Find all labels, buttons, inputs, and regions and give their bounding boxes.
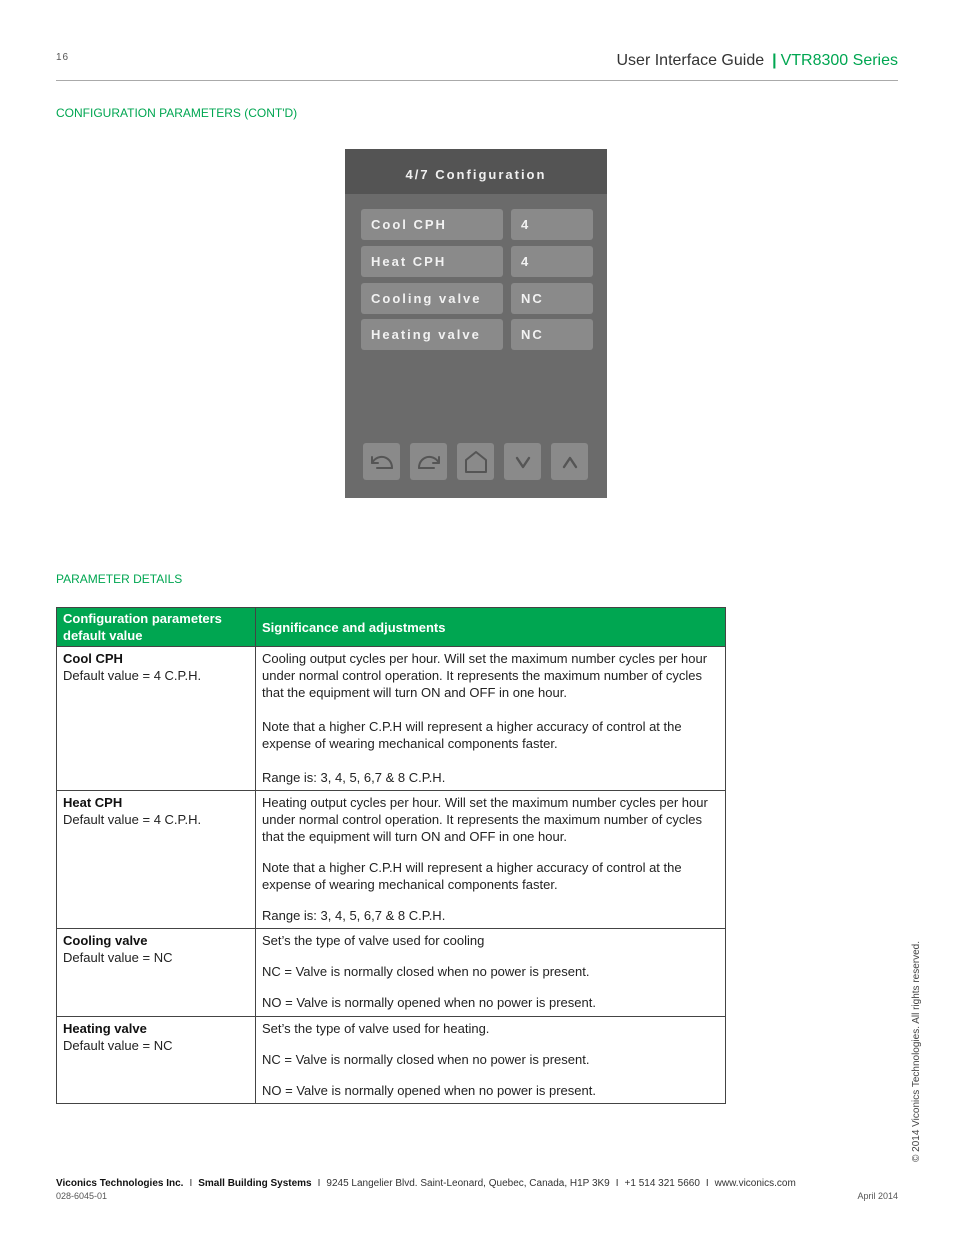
table-row bbox=[57, 791, 726, 929]
table-row bbox=[57, 1017, 726, 1104]
param-label-cool-cph[interactable]: Cool CPH bbox=[361, 209, 503, 240]
description-cell bbox=[256, 929, 726, 1017]
description-text: Heating output cycles per hour. Will set the maximum number cycles per hour under normal control operation. It represents the maximum number of cycles that the equipment will turn ON and OFF in one hour. bbox=[262, 795, 708, 844]
chevron-down-icon bbox=[509, 448, 537, 476]
param-label-cooling-valve[interactable]: Cooling valve bbox=[361, 283, 503, 314]
series-name: VTR8300 Series bbox=[780, 52, 898, 69]
copyright-notice: © 2014 Viconics Technologies. All rights reserved. bbox=[911, 940, 922, 1162]
table-row bbox=[57, 647, 726, 791]
description-cell bbox=[256, 1017, 726, 1104]
footer-doc-number: 028-6045-01 bbox=[56, 1191, 108, 1201]
header-separator: | bbox=[772, 52, 777, 69]
description-cell bbox=[256, 647, 726, 791]
description-no: NO = Valve is normally opened when no power is present. bbox=[262, 1083, 596, 1098]
footer-separator: I bbox=[317, 1178, 321, 1189]
footer-division: Small Building Systems bbox=[198, 1178, 312, 1189]
description-nc: NC = Valve is normally closed when no power is present. bbox=[262, 1052, 590, 1067]
description-note: Note that a higher C.P.H will represent a higher accuracy of control at the expense of wearing mechanical components faster. bbox=[262, 860, 682, 892]
forward-button[interactable] bbox=[410, 443, 447, 480]
footer-phone: +1 514 321 5660 bbox=[624, 1178, 700, 1189]
table-header-row bbox=[57, 608, 726, 647]
up-button[interactable] bbox=[551, 443, 588, 480]
param-label-heat-cph[interactable]: Heat CPH bbox=[361, 246, 503, 277]
document-header bbox=[617, 52, 899, 70]
param-value-cooling-valve[interactable]: NC bbox=[511, 283, 593, 314]
home-button[interactable] bbox=[457, 443, 494, 480]
down-button[interactable] bbox=[504, 443, 541, 480]
footer-date: April 2014 bbox=[857, 1191, 898, 1201]
parameter-details-table bbox=[56, 607, 726, 1104]
footer-website[interactable]: www.viconics.com bbox=[714, 1178, 796, 1189]
param-name: Cool CPH bbox=[63, 651, 123, 666]
screen-title: 4/7 Configuration bbox=[345, 149, 607, 194]
description-range: Range is: 3, 4, 5, 6,7 & 8 C.P.H. bbox=[262, 908, 446, 923]
param-value-heating-valve[interactable]: NC bbox=[511, 319, 593, 350]
guide-title: User Interface Guide bbox=[616, 52, 765, 69]
page-number: 16 bbox=[56, 52, 70, 63]
param-cell bbox=[57, 791, 256, 929]
description-cell bbox=[256, 791, 726, 929]
param-value-heat-cph[interactable]: 4 bbox=[511, 246, 593, 277]
param-name: Heating valve bbox=[63, 1021, 147, 1036]
param-default: Default value = NC bbox=[63, 950, 173, 965]
page-footer bbox=[56, 1178, 898, 1201]
description-text: Set’s the type of valve used for cooling bbox=[262, 933, 485, 948]
param-cell bbox=[57, 929, 256, 1017]
thermostat-screen bbox=[345, 149, 607, 498]
forward-icon bbox=[415, 448, 443, 476]
footer-separator: I bbox=[705, 1178, 709, 1189]
param-value-cool-cph[interactable]: 4 bbox=[511, 209, 593, 240]
header-rule bbox=[56, 80, 898, 81]
description-text: Set’s the type of valve used for heating. bbox=[262, 1021, 490, 1036]
param-default: Default value = NC bbox=[63, 1038, 173, 1053]
param-cell bbox=[57, 1017, 256, 1104]
column-header-significance: Significance and adjustments bbox=[256, 608, 726, 647]
footer-company: Viconics Technologies Inc. bbox=[56, 1178, 184, 1189]
back-icon bbox=[368, 448, 396, 476]
section-heading-details: PARAMETER DETAILS bbox=[56, 572, 183, 586]
param-name: Heat CPH bbox=[63, 795, 123, 810]
back-button[interactable] bbox=[363, 443, 400, 480]
table-row bbox=[57, 929, 726, 1017]
description-note: Note that a higher C.P.H will represent a higher accuracy of control at the expense of wearing mechanical components faster. bbox=[262, 719, 682, 751]
chevron-up-icon bbox=[556, 448, 584, 476]
description-text: Cooling output cycles per hour. Will set the maximum number cycles per hour under normal control operation. It represents the maximum number of cycles that the equipment will turn ON and OFF in one hour. bbox=[262, 651, 708, 700]
column-header-parameter: Configuration parameters default value bbox=[57, 608, 256, 647]
home-icon bbox=[462, 448, 490, 476]
param-name: Cooling valve bbox=[63, 933, 148, 948]
section-heading-config: CONFIGURATION PARAMETERS (CONT'D) bbox=[56, 106, 298, 120]
param-label-heating-valve[interactable]: Heating valve bbox=[361, 319, 503, 350]
footer-separator: I bbox=[615, 1178, 619, 1189]
description-nc: NC = Valve is normally closed when no power is present. bbox=[262, 964, 590, 979]
param-default: Default value = 4 C.P.H. bbox=[63, 812, 202, 827]
param-default: Default value = 4 C.P.H. bbox=[63, 668, 202, 683]
footer-separator: I bbox=[189, 1178, 193, 1189]
description-no: NO = Valve is normally opened when no power is present. bbox=[262, 995, 596, 1010]
footer-address: 9245 Langelier Blvd. Saint-Leonard, Quebec, Canada, H1P 3K9 bbox=[326, 1178, 610, 1189]
param-cell bbox=[57, 647, 256, 791]
description-range: Range is: 3, 4, 5, 6,7 & 8 C.P.H. bbox=[262, 770, 446, 785]
